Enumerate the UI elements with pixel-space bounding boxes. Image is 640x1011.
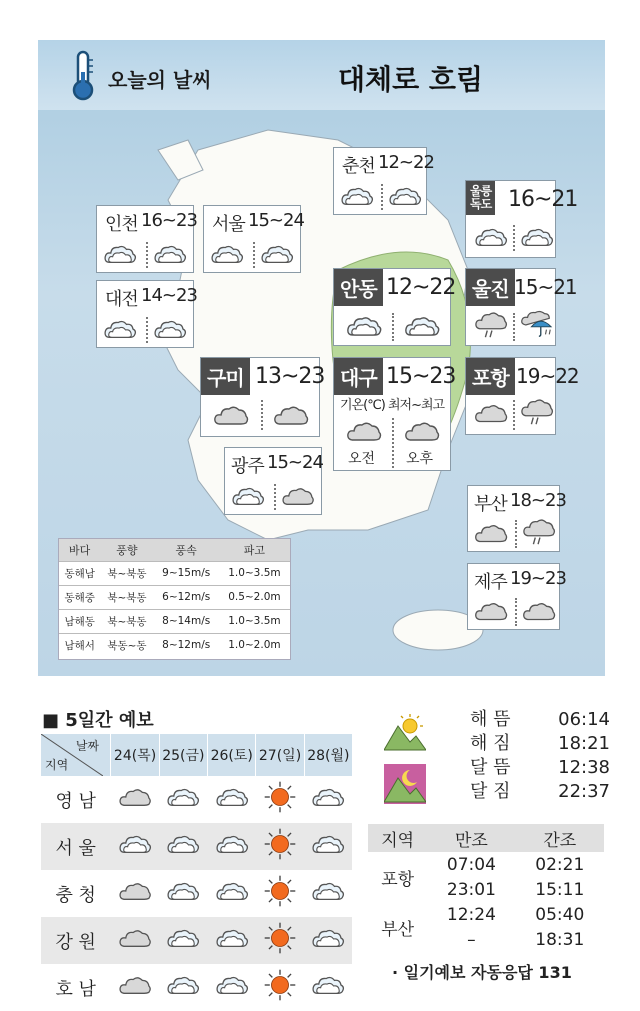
partly-cloudy-icon <box>215 785 249 809</box>
rain-cloud-icon <box>522 518 556 546</box>
sea-row <box>59 585 290 609</box>
city-name: 울릉 독도 <box>466 181 495 215</box>
region-label: 호 남 <box>55 978 96 1000</box>
am-label: 오전 <box>348 451 376 467</box>
city-card-daegu <box>333 357 456 471</box>
city-temp: 16~21 <box>508 187 578 212</box>
sunrise-time: 06:14 <box>558 709 610 730</box>
moonset-label: 달 짐 <box>470 781 511 802</box>
partly-cloudy-icon <box>311 785 345 809</box>
partly-cloudy-icon <box>311 973 345 997</box>
city-temp: 15~23 <box>386 364 456 389</box>
day-header: 25(금) <box>159 734 207 776</box>
moonrise-label: 달 뜸 <box>470 757 511 778</box>
city-name: 광주 <box>231 456 264 477</box>
sea-cell: 6~12m/s <box>154 585 219 609</box>
city-temp: 18~23 <box>510 490 566 511</box>
cloudy-icon <box>118 785 152 809</box>
partly-cloudy-icon <box>118 832 152 856</box>
partly-cloudy-icon <box>388 184 422 208</box>
umbrella-cloud-icon <box>520 309 554 339</box>
sea-cell: 남해동 <box>59 609 100 633</box>
region-label: 서 울 <box>41 823 111 870</box>
sunset-label: 해 짐 <box>470 733 511 754</box>
cloudy-icon <box>118 879 152 903</box>
partly-cloudy-icon <box>103 242 137 266</box>
moonrise-time: 12:38 <box>558 757 610 778</box>
low-tide-time: 15:11 <box>535 879 585 900</box>
sea-cell: 북~북동 <box>100 561 153 585</box>
city-name: 제주 <box>474 572 507 593</box>
sea-row <box>59 633 290 657</box>
city-card-pohang <box>465 357 579 435</box>
cloudy-icon <box>474 400 508 426</box>
table-corner <box>41 734 103 776</box>
rain-cloud-icon <box>520 398 554 426</box>
sunset-time: 18:21 <box>558 733 610 754</box>
partly-cloudy-icon <box>215 832 249 856</box>
region-label: 충 청 <box>55 884 96 906</box>
partly-cloudy-icon <box>215 879 249 903</box>
tide-row <box>368 902 604 927</box>
city-card-busan <box>467 485 566 552</box>
cloudy-icon <box>474 598 508 624</box>
panel-header <box>38 40 605 110</box>
sea-row <box>59 561 290 585</box>
cloudy-icon <box>118 973 152 997</box>
sunny-icon <box>263 921 297 955</box>
corner-date-label: 날짜 <box>75 739 99 753</box>
cloudy-icon <box>118 926 152 950</box>
cloudy-icon <box>522 598 556 624</box>
overall-condition: 대체로 흐림 <box>338 63 483 96</box>
sea-cell: 1.0~3.5m <box>219 609 290 633</box>
sea-cell: 북~북동 <box>100 585 153 609</box>
city-name: 울진 <box>466 269 515 306</box>
partly-cloudy-icon <box>153 242 187 266</box>
city-temp: 12~22 <box>378 152 434 173</box>
partly-cloudy-icon <box>311 926 345 950</box>
region-label: 강 원 <box>41 917 111 964</box>
forecast-row <box>41 823 353 870</box>
city-card-uljin <box>465 268 577 346</box>
sea-cell: 1.0~3.5m <box>219 561 290 585</box>
pm-label: 오후 <box>406 451 434 467</box>
city-card-daejeon <box>96 280 197 348</box>
sea-cell: 8~12m/s <box>154 633 219 657</box>
city-card-chuncheon <box>333 147 434 215</box>
low-tide-time: 02:21 <box>535 854 585 875</box>
sea-cell: 8~14m/s <box>154 609 219 633</box>
city-card-incheon <box>96 205 197 273</box>
city-temp: 12~22 <box>386 275 456 300</box>
partly-cloudy-icon <box>311 879 345 903</box>
page-title: 오늘의 날씨 <box>108 68 212 92</box>
region-label: 영 남 <box>55 790 96 812</box>
partly-cloudy-icon <box>260 242 294 266</box>
city-temp: 15~21 <box>514 275 577 299</box>
partly-cloudy-icon <box>166 926 200 950</box>
partly-cloudy-icon <box>215 926 249 950</box>
partly-cloudy-icon <box>474 225 508 249</box>
city-name: 서울 <box>212 214 245 235</box>
sea-header: 바다 <box>59 539 100 561</box>
high-tide-time: 07:04 <box>446 854 496 875</box>
low-tide-time: 18:31 <box>535 929 585 950</box>
partly-cloudy-icon <box>520 225 554 249</box>
partly-cloudy-icon <box>404 313 440 339</box>
sea-cell: 북~북동 <box>100 609 153 633</box>
city-name: 인천 <box>105 214 138 235</box>
sea-header: 파고 <box>219 539 290 561</box>
city-name: 구미 <box>201 358 250 395</box>
sunny-icon <box>263 874 297 908</box>
city-temp: 19~23 <box>510 568 566 589</box>
tide-region: 포항 <box>381 869 415 890</box>
city-temp: 15~24 <box>267 452 323 473</box>
city-card-ulleung <box>465 180 578 258</box>
city-temp: 15~24 <box>248 210 304 231</box>
low-tide-time: 05:40 <box>535 904 585 925</box>
sunrise-icon <box>384 712 426 752</box>
high-tide-time: 12:24 <box>446 904 496 925</box>
cloudy-icon <box>281 484 315 508</box>
city-temp: 14~23 <box>141 285 197 306</box>
sea-header: 풍향 <box>100 539 153 561</box>
forecast-row <box>41 964 353 1011</box>
sea-row <box>59 609 290 633</box>
partly-cloudy-icon <box>311 832 345 856</box>
city-name: 안동 <box>334 269 383 306</box>
sea-cell: 동해남 <box>59 561 100 585</box>
high-tide-time: 23:01 <box>446 879 496 900</box>
city-temp: 19~22 <box>516 364 579 388</box>
sea-cell: 북동~동 <box>100 633 153 657</box>
partly-cloudy-icon <box>166 785 200 809</box>
city-temp: 13~23 <box>255 364 325 389</box>
sea-cell: 남해서 <box>59 633 100 657</box>
partly-cloudy-icon <box>166 832 200 856</box>
sunny-icon <box>263 968 297 1002</box>
partly-cloudy-icon <box>231 484 265 508</box>
tide-table <box>368 824 604 952</box>
city-card-jeju <box>467 563 566 630</box>
partly-cloudy-icon <box>166 973 200 997</box>
day-header: 28(월) <box>304 734 352 776</box>
partly-cloudy-icon <box>103 317 137 341</box>
corner-region-label: 지역 <box>45 758 69 772</box>
tide-header: 간조 <box>516 824 604 852</box>
tide-region: 부산 <box>381 919 415 940</box>
city-name: 대전 <box>105 289 138 310</box>
city-card-gumi <box>200 357 325 437</box>
city-card-gwangju <box>224 447 322 515</box>
cloudy-icon <box>474 520 508 546</box>
forecast-row <box>41 870 353 917</box>
sunny-icon <box>263 780 297 814</box>
tide-header: 만조 <box>427 824 515 852</box>
forecast-row <box>41 776 353 823</box>
day-header: 27(일) <box>256 734 304 776</box>
partly-cloudy-icon <box>346 313 382 339</box>
forecast-title: ■ 5일간 예보 <box>42 710 154 731</box>
sea-header: 풍속 <box>154 539 219 561</box>
day-header: 24(목) <box>111 734 159 776</box>
sea-cell: 1.0~2.0m <box>219 633 290 657</box>
partly-cloudy-icon <box>166 879 200 903</box>
sea-cell: 동해중 <box>59 585 100 609</box>
forecast-hotline: · 일기예보 자동응답 131 <box>392 963 572 982</box>
rain-cloud-icon <box>474 311 508 339</box>
tide-header: 지역 <box>368 824 427 852</box>
sunny-icon <box>263 827 297 861</box>
five-day-forecast-table <box>40 734 352 1011</box>
moonset-time: 22:37 <box>558 781 610 802</box>
moonrise-icon <box>384 764 426 804</box>
cloudy-icon <box>346 418 382 444</box>
temp-legend: 기온(℃) 최저~최고 <box>340 398 445 413</box>
city-name: 춘천 <box>342 156 375 177</box>
partly-cloudy-icon <box>210 242 244 266</box>
partly-cloudy-icon <box>215 973 249 997</box>
tide-row <box>368 852 604 877</box>
partly-cloudy-icon <box>153 317 187 341</box>
city-name: 부산 <box>474 494 507 515</box>
city-name: 포항 <box>466 358 515 395</box>
sunrise-label: 해 뜸 <box>470 709 511 730</box>
day-header: 26(토) <box>208 734 256 776</box>
city-card-andong <box>333 268 456 346</box>
cloudy-icon <box>273 402 309 428</box>
cloudy-icon <box>404 418 440 444</box>
sea-conditions-table <box>58 538 291 660</box>
city-temp: 16~23 <box>141 210 197 231</box>
city-name: 대구 <box>334 358 383 395</box>
sea-cell: 0.5~2.0m <box>219 585 290 609</box>
sea-cell: 9~15m/s <box>154 561 219 585</box>
city-card-seoul <box>203 205 304 273</box>
partly-cloudy-icon <box>340 184 374 208</box>
cloudy-icon <box>213 402 249 428</box>
thermometer-icon <box>68 50 98 102</box>
high-tide-time: – <box>467 929 476 950</box>
forecast-row <box>41 917 353 964</box>
